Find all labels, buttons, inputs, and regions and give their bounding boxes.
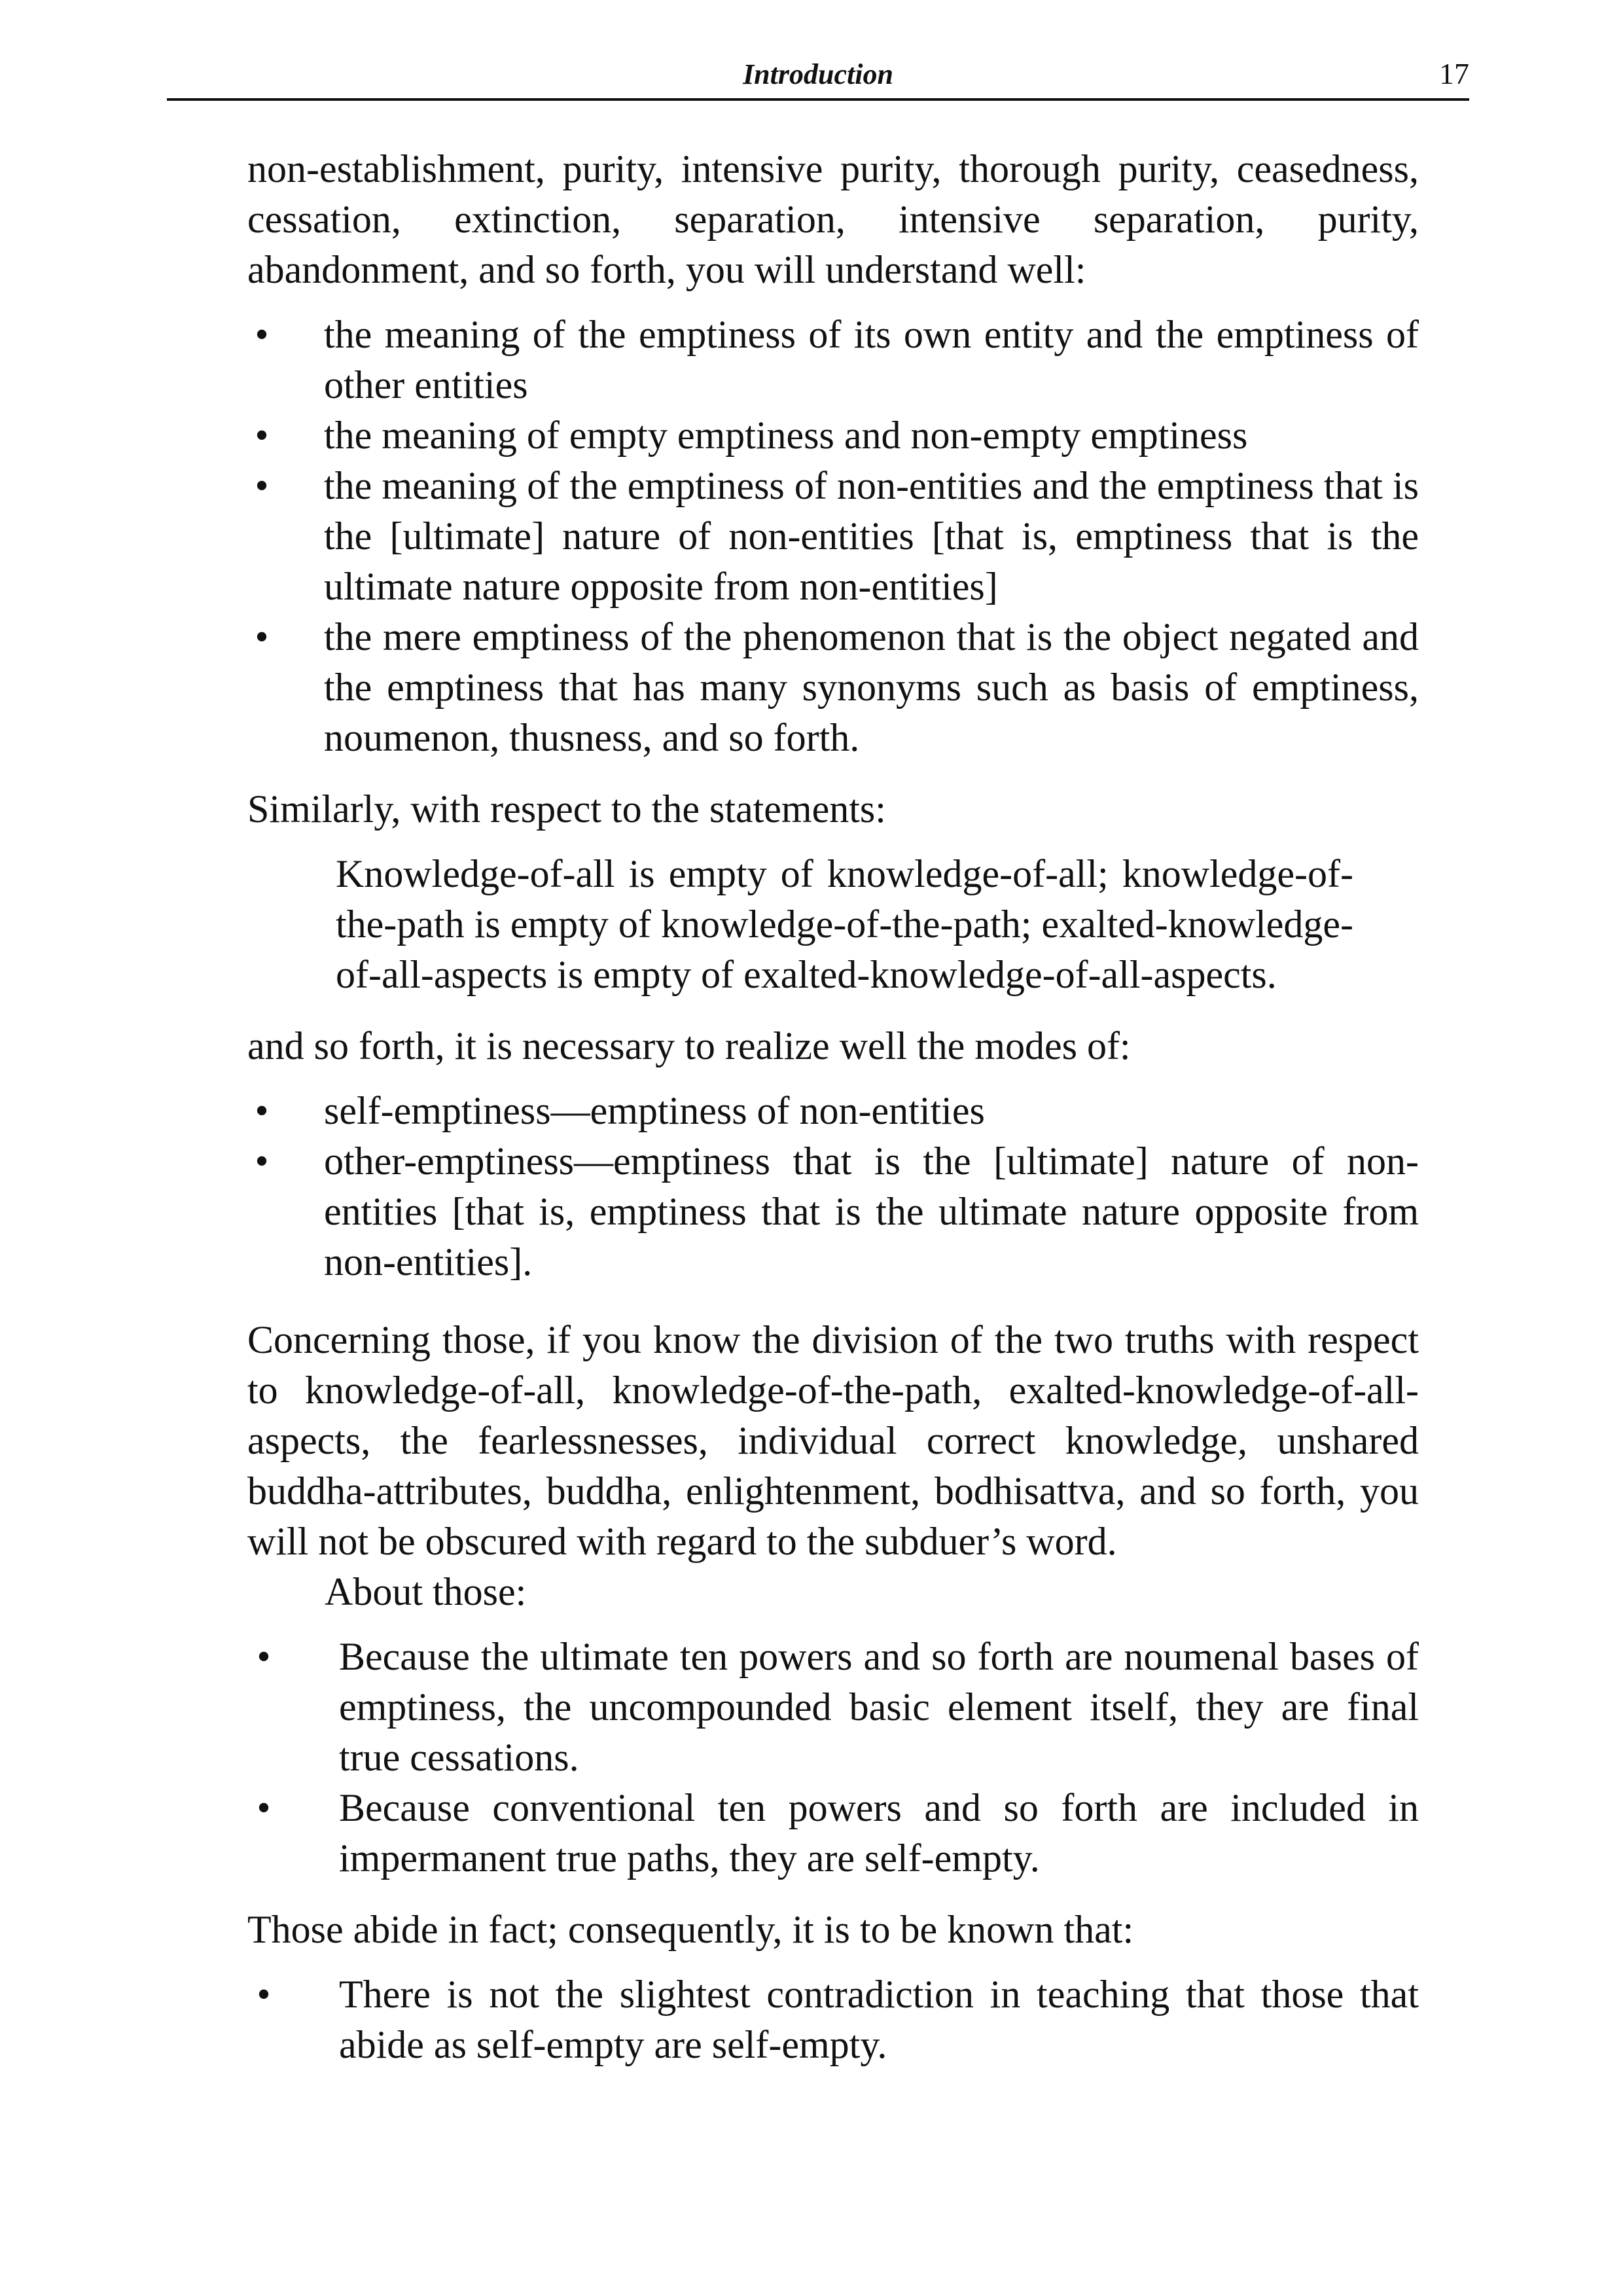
paragraph-about-those: About those: bbox=[325, 1570, 527, 1613]
bullet-glyph: • bbox=[257, 1786, 271, 1829]
bullet-glyph: • bbox=[255, 1089, 269, 1132]
list-item bbox=[255, 612, 1419, 763]
list-item-text: Because conventional ten powers and so forth are included in impermanent true paths, they are self-empty. bbox=[339, 1786, 1419, 1880]
list-item-text: other-emptiness—emptiness that is the [ultimate] nature of non-entities [that is, emptiness that is the ultimate nature opposite from non-entities]. bbox=[324, 1139, 1419, 1283]
page-body bbox=[247, 144, 1419, 2070]
list-item bbox=[255, 461, 1419, 612]
bullet-glyph: • bbox=[257, 1635, 271, 1678]
list-item-text: self-emptiness—emptiness of non-entities bbox=[324, 1089, 985, 1132]
list-item bbox=[255, 410, 1419, 461]
running-head-title: Introduction bbox=[743, 58, 893, 90]
page-header bbox=[167, 51, 1469, 101]
list-item bbox=[257, 1783, 1419, 1884]
bullet-list-contradiction bbox=[247, 1969, 1419, 2070]
bullet-glyph: • bbox=[255, 313, 269, 356]
page-number: 17 bbox=[1439, 57, 1469, 90]
bullet-glyph: • bbox=[255, 414, 269, 457]
list-item-text: There is not the slightest contradiction in teaching that those that abide as self-empty are self-empty. bbox=[339, 1973, 1419, 2066]
bullet-glyph: • bbox=[255, 464, 269, 507]
list-item-text: Because the ultimate ten powers and so forth are noumenal bases of emptiness, the uncompounded basic element itself, they are final true cessations. bbox=[339, 1635, 1419, 1779]
paragraph-statements: Similarly, with respect to the statements: bbox=[247, 787, 886, 831]
bullet-list-modes bbox=[247, 1086, 1419, 1287]
bullet-glyph: • bbox=[255, 615, 269, 658]
list-item bbox=[255, 1086, 1419, 1136]
bullet-glyph: • bbox=[255, 1139, 269, 1183]
list-item-text: the meaning of the emptiness of non-entities and the emptiness that is the [ultimate] nature of non-entities [that is, emptiness that is the ultimate nature opposite from non-entities] bbox=[324, 464, 1419, 608]
list-item-text: the meaning of empty emptiness and non-empty emptiness bbox=[324, 414, 1248, 457]
list-item-text: the meaning of the emptiness of its own entity and the emptiness of other entities bbox=[324, 313, 1419, 406]
bullet-list-meanings bbox=[247, 310, 1419, 763]
bullet-list-powers bbox=[247, 1632, 1419, 1884]
block-quote: Knowledge-of-all is empty of knowledge-of-all; knowledge-of-the-path is empty of knowledge-of-the-path; exalted-knowledge-of-all-aspects is empty of exalted-knowledge-of-all-aspects. bbox=[336, 852, 1353, 996]
paragraph-conclusion: Those abide in fact; consequently, it is to be known that: bbox=[247, 1908, 1134, 1951]
bullet-glyph: • bbox=[257, 1973, 271, 2016]
list-item-text: the mere emptiness of the phenomenon that is the object negated and the emptiness that has many synonyms such as basis of emptiness, noumenon, thusness, and so forth. bbox=[324, 615, 1419, 759]
paragraph-intro: non-establishment, purity, intensive purity, thorough purity, ceasedness, cessation, extinction, separation, intensive separation, purity, abandonment, and so forth, you will understand well: bbox=[247, 147, 1419, 291]
paragraph-two-truths: Concerning those, if you know the division of the two truths with respect to knowledge-of-all, knowledge-of-the-path, exalted-knowledge-of-all-aspects, the fearlessnesses, individual correct knowledge, unshared buddha-attributes, buddha, enlightenment, bodhisattva, and so forth, you will not be obscured with regard to the subduer’s word. bbox=[247, 1318, 1419, 1563]
list-item bbox=[255, 310, 1419, 410]
list-item bbox=[257, 1969, 1419, 2070]
paragraph-modes: and so forth, it is necessary to realize well the modes of: bbox=[247, 1024, 1131, 1067]
list-item bbox=[255, 1136, 1419, 1287]
list-item bbox=[257, 1632, 1419, 1783]
